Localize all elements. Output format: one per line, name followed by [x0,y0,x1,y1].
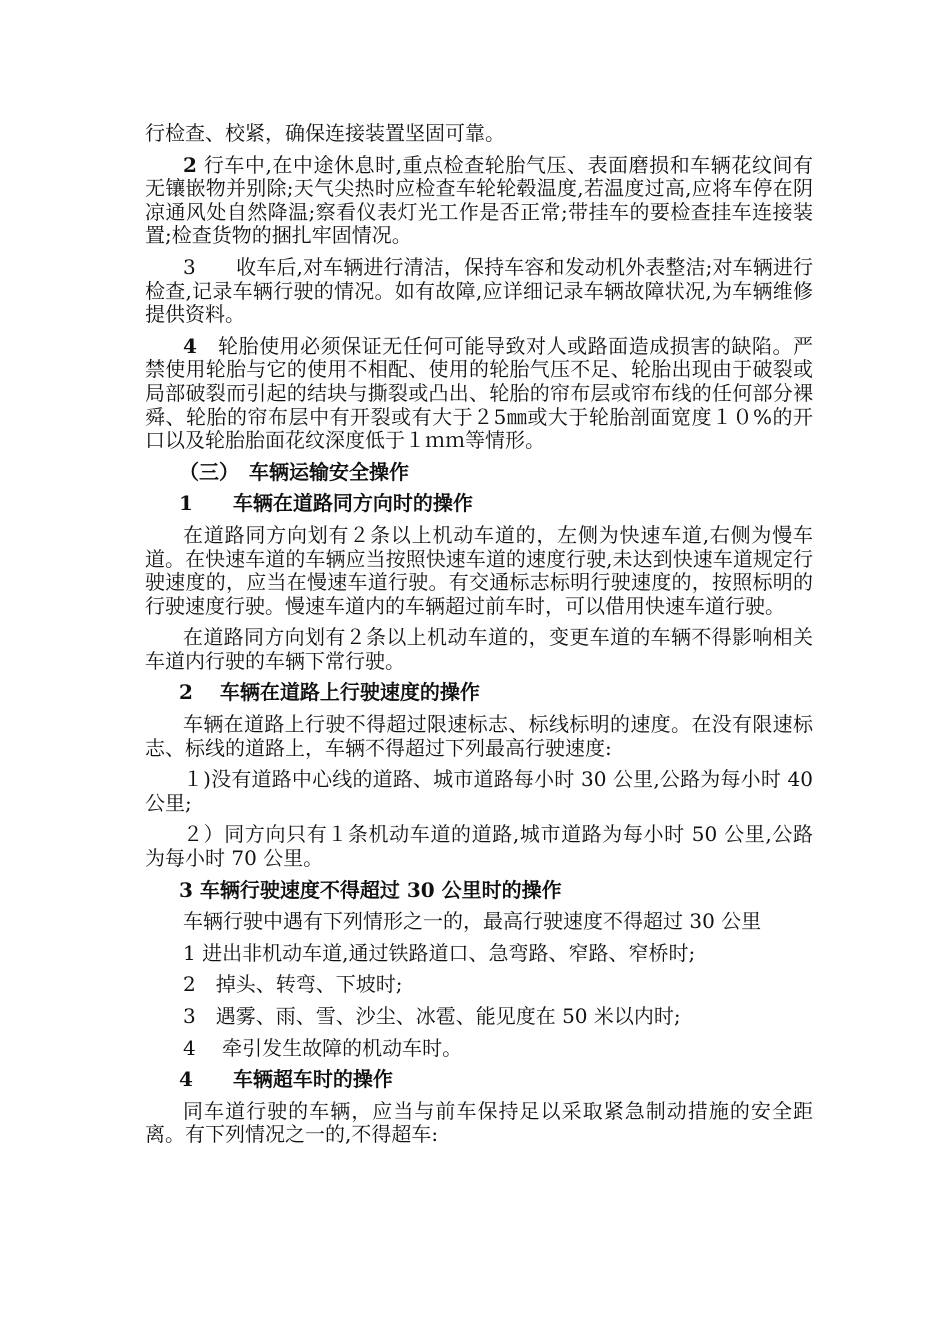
subsection-heading-4: 4 车辆超车时的操作 [179,1067,393,1092]
paragraph: 车辆在道路上行驶不得超过限速标志、标线标明的速度。在没有限速标志、标线的道路上，车辆不得超过下列最高行驶速度: [145,712,813,760]
paragraph-item-3: 3 收车后,对车辆进行清洁，保持车容和发动机外表整洁;对车辆进行检查,记录车辆行驶的情况。如有故障,应详细记录车辆故障状况,为车辆维修提供资料。 [145,254,813,327]
subsection-heading-2: 2 车辆在道路上行驶速度的操作 [179,680,480,705]
list-item: 4 牵引发生故障的机动车时。 [183,1035,463,1060]
item-number: 2 [183,152,197,177]
item-number: 4 [183,333,197,358]
subsection-heading-1: 1 车辆在道路同方向时的操作 [179,491,473,516]
section-heading-3: （三） 车辆运输安全操作 [179,459,409,484]
paragraph: 车辆行驶中遇有下列情形之一的，最高行驶速度不得超过 30 公里 [183,909,762,934]
paragraph-item-2: 2 行车中,在中途休息时,重点检查轮胎气压、表面磨损和车辆花纹间有无镶嵌物并别除;天气尖热时应检查车轮轮毂温度,若温度过高,应将车停在阴凉通风处自然降温;察看仪表灯光工作是否正常;带挂车的要检查挂车连接装置;检查货物的捆扎牢固情况。 [145,152,813,248]
paragraph: 在道路同方向划有２条以上机动车道的，左侧为快速车道,右侧为慢车道。在快速车道的车辆应当按照快速车道的速度行驶,未达到快速车道规定行驶速度的，应当在慢速车道行驶。有交通标志标明行驶速度的，按照标明的行驶速度行驶。慢速车道内的车辆超过前车时，可以借用快速车道行驶。 [145,522,813,618]
list-item: 2 掉头、转弯、下坡时; [183,972,403,997]
list-item: 3 遇雾、雨、雪、沙尘、冰雹、能见度在 50 米以内时; [183,1004,681,1028]
paragraph: 同车道行驶的车辆，应当与前车保持足以采取紧急制动措施的安全距离。有下列情况之一的,不得超车: [145,1098,813,1147]
paragraph-continuation: 行检查、校紧，确保连接装置坚固可靠。 [145,121,505,145]
list-item: １)没有道路中心线的道路、城市道路每小时 30 公里,公路为每小时 40 公里; [145,767,813,815]
paragraph-item-4: 4 轮胎使用必须保证无任何可能导致对人或路面造成损害的缺陷。严禁使用轮胎与它的使用不相配、使用的轮胎气压不足、轮胎出现由于破裂或局部破裂而引起的结块与撕裂或凸出、轮胎的帘布层或帘布线的任何部分裸舜、轮胎的帘布层中有开裂或有大于２5㎜或大于轮胎剖面宽度１０%的开口以及轮胎胎面花纹深度低于１ｍｍ等情形。 [145,333,814,453]
document-page [145,122,813,1155]
list-item: 1 进出非机动车道,通过铁路道口、急弯路、窄路、窄桥时; [183,940,696,965]
list-item: ２）同方向只有１条机动车道的道路,城市道路为每小时 50 公里,公路为每小时 70 公里。 [145,822,813,871]
item-number: 3 [183,254,196,279]
paragraph: 在道路同方向划有２条以上机动车道的，变更车道的车辆不得影响相关车道内行驶的车辆下常行驶。 [145,625,813,673]
subsection-heading-3: 3 车辆行驶速度不得超过 30 公里时的操作 [179,877,562,902]
